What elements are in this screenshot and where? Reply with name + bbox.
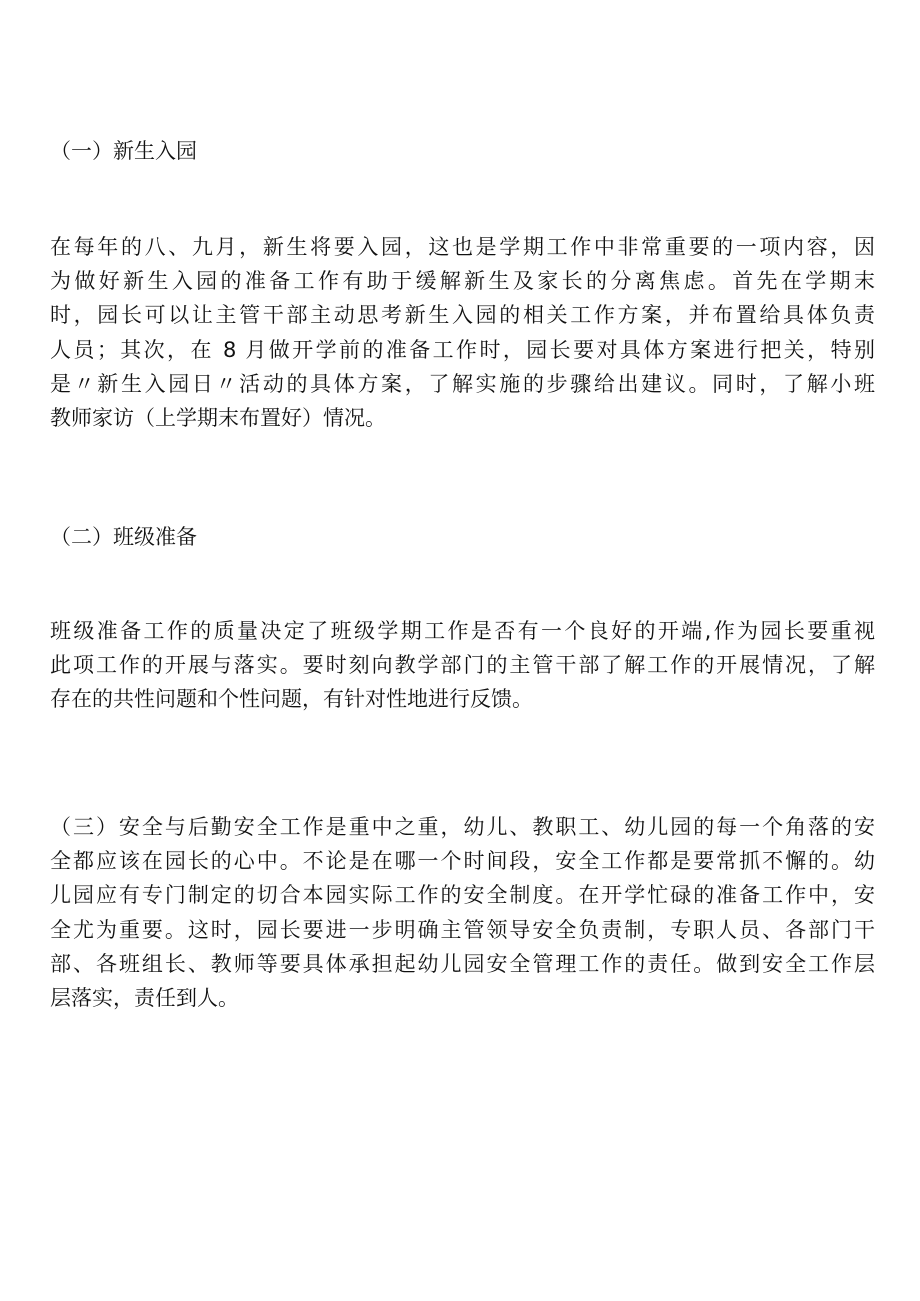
text-line: 此项工作的开展与落实。要时刻向教学部门的主管干部了解工作的开展情况，了解 [50, 653, 875, 678]
text-line: 人员；其次，在 8 月做开学前的准备工作时，园长要对具体方案进行把关，特别 [50, 337, 875, 362]
paragraph-safety-logistics [50, 810, 875, 1015]
text-line: 教师家访（上学期末布置好）情况。 [50, 405, 386, 430]
text-line: 在每年的八、九月，新生将要入园，这也是学期工作中非常重要的一项内容，因 [50, 235, 875, 259]
text-line: 班级准备工作的质量决定了班级学期工作是否有一个良好的开端,作为园长要重视 [50, 619, 875, 643]
text-line: 儿园应有专门制定的切合本园实际工作的安全制度。在开学忙碌的准备工作中，安 [50, 883, 875, 908]
text-line: 部、各班组长、教师等要具体承担起幼儿园安全管理工作的责任。做到安全工作层 [50, 951, 875, 976]
text-line: （三）安全与后勤安全工作是重中之重，幼儿、教职工、幼儿园的每一个角落的安 [50, 815, 875, 839]
text-line: 时，园长可以让主管干部主动思考新生入园的相关工作方案，并布置给具体负责 [50, 303, 875, 328]
text-line: 全都应该在园长的心中。不论是在哪一个时间段，安全工作都是要常抓不懈的。幼 [50, 849, 875, 874]
text-line: 层落实，责任到人。 [50, 985, 239, 1010]
paragraph-class-preparation [50, 614, 875, 717]
text-line: 全尤为重要。这时，园长要进一步明确主管领导安全负责制，专职人员、各部门干 [50, 917, 875, 942]
section-heading-new-students: （一）新生入园 [50, 139, 197, 163]
paragraph-new-students [50, 230, 875, 435]
section-heading-class-preparation: （二）班级准备 [50, 525, 197, 549]
text-line: 为做好新生入园的准备工作有助于缓解新生及家长的分离焦虑。首先在学期末 [50, 269, 875, 294]
text-line: 是〃新生入园日〃活动的具体方案，了解实施的步骤给出建议。同时，了解小班 [50, 371, 875, 396]
text-line: 存在的共性问题和个性问题，有针对性地进行反馈。 [50, 687, 533, 712]
